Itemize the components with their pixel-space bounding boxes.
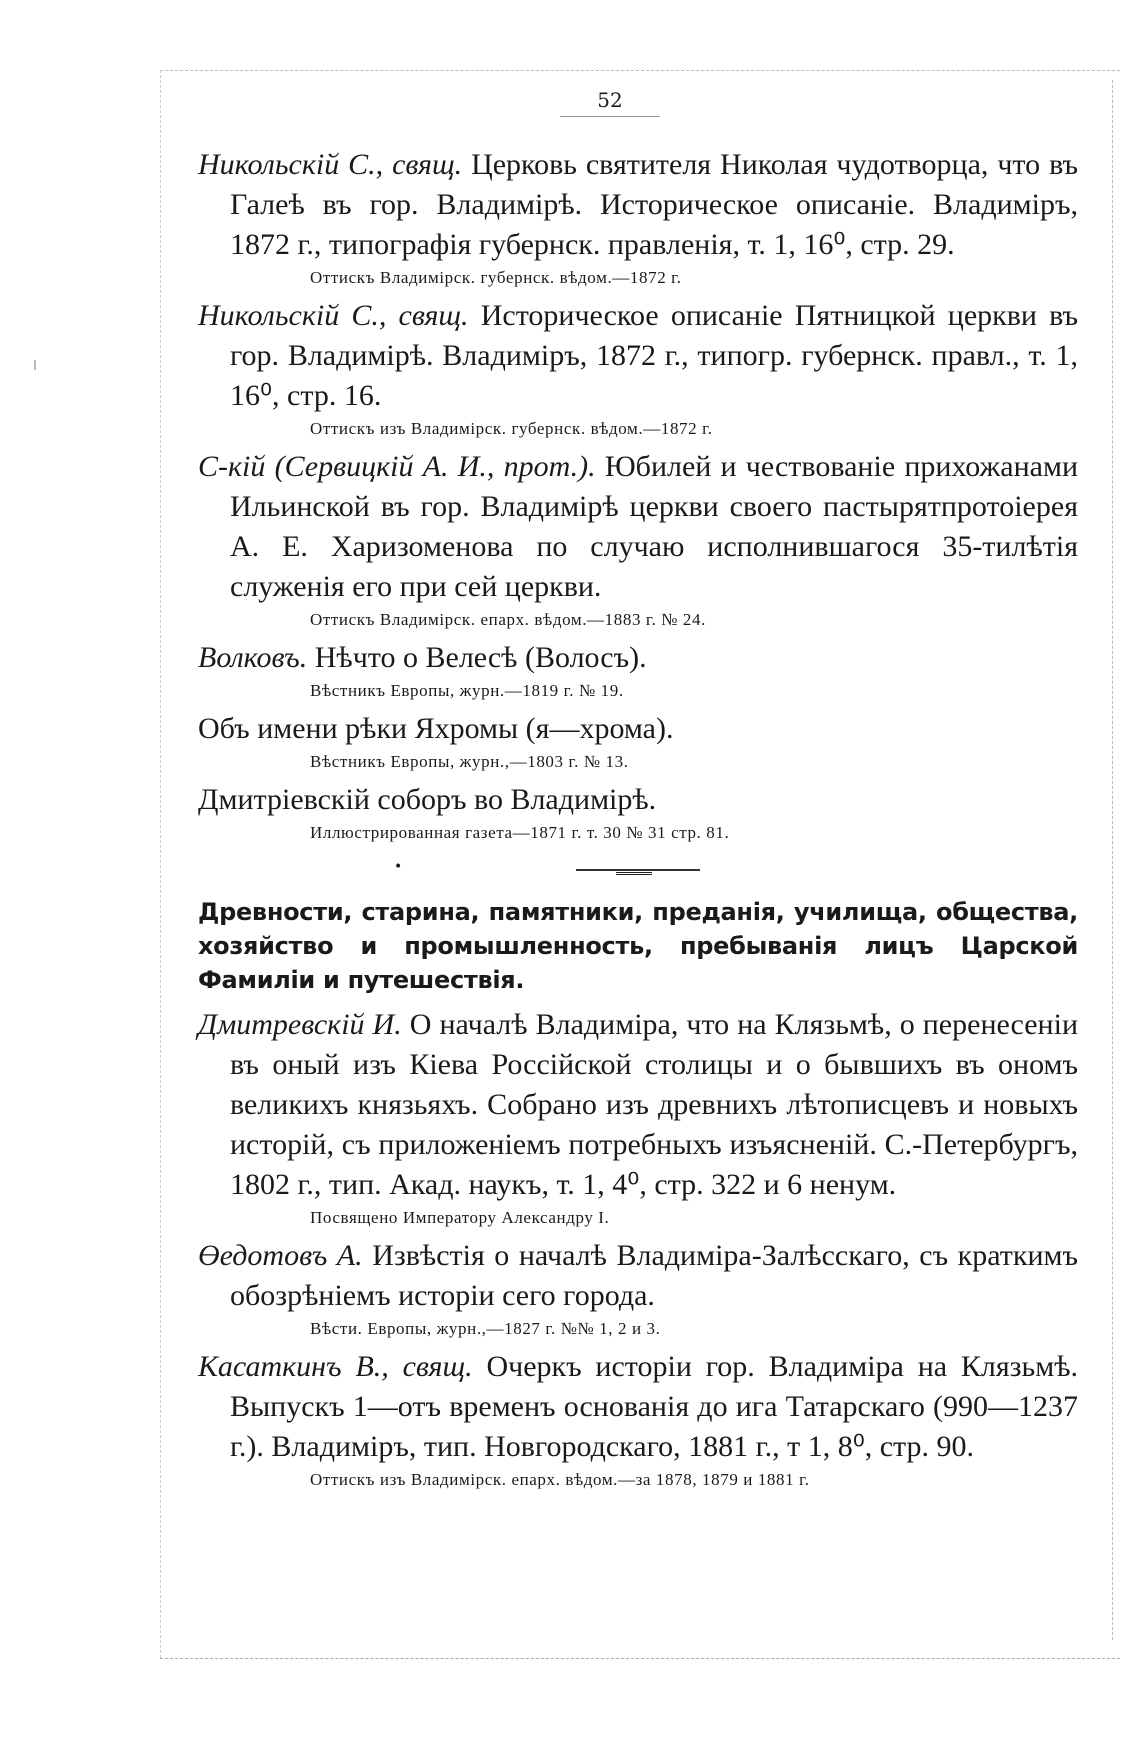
entry-title: Юбилей и чествованіе прихожанами Ильинской въ гор. Владимірѣ церкви своего пастырятпротоіерея А. Е. Харизоменова по случаю исполнившагося 35-тилѣтія служенія его при сей церкви. [230, 450, 1079, 603]
page-frame-top [160, 70, 1120, 71]
entry-citation [198, 447, 1078, 607]
bibliography-entry [198, 638, 1078, 704]
entry-source-note: Оттискъ Владимірск. епарх. вѣдом.—1883 г. № 24. [310, 610, 706, 629]
bibliography-entry [198, 296, 1078, 442]
bibliography-entry [198, 709, 1078, 775]
entry-author: Никольскій С., свящ. [198, 148, 463, 181]
entry-source-note: Оттискъ изъ Владимірск. епарх. вѣдом.—за 1878, 1879 и 1881 г. [310, 1470, 810, 1489]
entry-author: Волковъ. [198, 641, 308, 674]
entry-citation [198, 638, 1078, 678]
separator-dot: • [394, 859, 403, 875]
page-frame-bottom [160, 1658, 1120, 1659]
entry-citation [198, 780, 1078, 820]
entry-author: С-кій (Сервицкій А. И., прот.). [198, 450, 596, 483]
entry-title: Историческое описаніе Пятницкой церкви въ гор. Владимірѣ. Владиміръ, 1872 г., типогр. губернск. правл., т. 1, 16⁰, стр. 16. [230, 299, 1079, 412]
entry-author: Дмитревскій И. [198, 1008, 402, 1041]
entry-title: Очеркъ исторіи гор. Владиміра на Клязьмѣ. Выпускъ 1—отъ временъ основанія до ига Татарскаго (990—1237 г.). Владиміръ, тип. Новгородскаго, 1881 г., т 1, 8⁰, стр. 90. [230, 1350, 1078, 1463]
page-frame-right [1112, 80, 1113, 1640]
bibliography-entry [198, 447, 1078, 633]
bibliography-list-bottom [198, 1005, 1078, 1493]
entry-title: Церковь святителя Николая чудотворца, что въ Галеѣ въ гор. Владимірѣ. Историческое описаніе. Владиміръ, 1872 г., типографія губернск. правленія, т. 1, 16⁰, стр. 29. [230, 148, 1079, 261]
entry-source-note: Иллюстрированная газета—1871 г. т. 30 № 31 стр. 81. [310, 823, 730, 842]
entry-citation [198, 145, 1078, 265]
entry-source-note: Посвящено Императору Александру I. [310, 1208, 610, 1227]
bibliography-entry [198, 1347, 1078, 1493]
page-frame-left [160, 70, 161, 1658]
entry-title: Извѣстія о началѣ Владиміра-Залѣсскаго, съ краткимъ обозрѣніемъ исторіи сего города. [230, 1239, 1079, 1312]
page-number: 52 [560, 88, 660, 117]
bibliography-entry [198, 1236, 1078, 1342]
entry-title: О началѣ Владиміра, что на Клязьмѣ, о перенесеніи въ оный изъ Кіева Россійской столицы и о бывшихъ въ ономъ великихъ князьяхъ. Собрано изъ древнихъ лѣтописцевъ и новыхъ исторій, съ приложеніемъ потребныхъ изъясненій. С.-Петербургъ, 1802 г., тип. Акад. наукъ, т. 1, 4⁰, стр. 322 и 6 ненум. [230, 1008, 1078, 1201]
entry-source-note: Оттискъ Владимірск. губернск. вѣдом.—1872 г. [310, 268, 682, 287]
entry-title: Объ имени рѣки Яхромы (я—хрома). [198, 712, 674, 745]
entry-author: Касаткинъ В., свящ. [198, 1350, 473, 1383]
entry-citation [198, 1236, 1078, 1316]
entry-source-note: Вѣстникъ Европы, журн.,—1803 г. № 13. [310, 752, 629, 771]
entry-author: Никольскій С., свящ. [198, 299, 469, 332]
entry-title: Дмитріевскій соборъ во Владимірѣ. [198, 783, 657, 816]
entry-citation [198, 1005, 1078, 1205]
entry-author: Өедотовъ А. [198, 1239, 363, 1272]
entry-citation [198, 296, 1078, 416]
entry-source-note: Оттискъ изъ Владимірск. губернск. вѣдом.—1872 г. [310, 419, 713, 438]
page-content [198, 145, 1078, 1498]
bibliography-entry [198, 1005, 1078, 1231]
section-separator [198, 851, 1078, 891]
entry-citation [198, 1347, 1078, 1467]
entry-source-note: Вѣстникъ Европы, журн.—1819 г. № 19. [310, 681, 624, 700]
separator-rule [576, 869, 700, 871]
bibliography-list-top [198, 145, 1078, 846]
entry-citation [198, 709, 1078, 749]
entry-title: Нѣчто о Велесѣ (Волосъ). [314, 641, 647, 674]
bibliography-entry [198, 145, 1078, 291]
margin-mark [34, 360, 36, 370]
section-heading: Древности, старина, памятники, преданія, училища, общества, хозяйство и промышленность, пребыванія лицъ Царской Фамиліи и путешествія. [198, 898, 1078, 994]
entry-source-note: Вѣсти. Европы, журн.,—1827 г. №№ 1, 2 и 3. [310, 1319, 661, 1338]
bibliography-entry [198, 780, 1078, 846]
